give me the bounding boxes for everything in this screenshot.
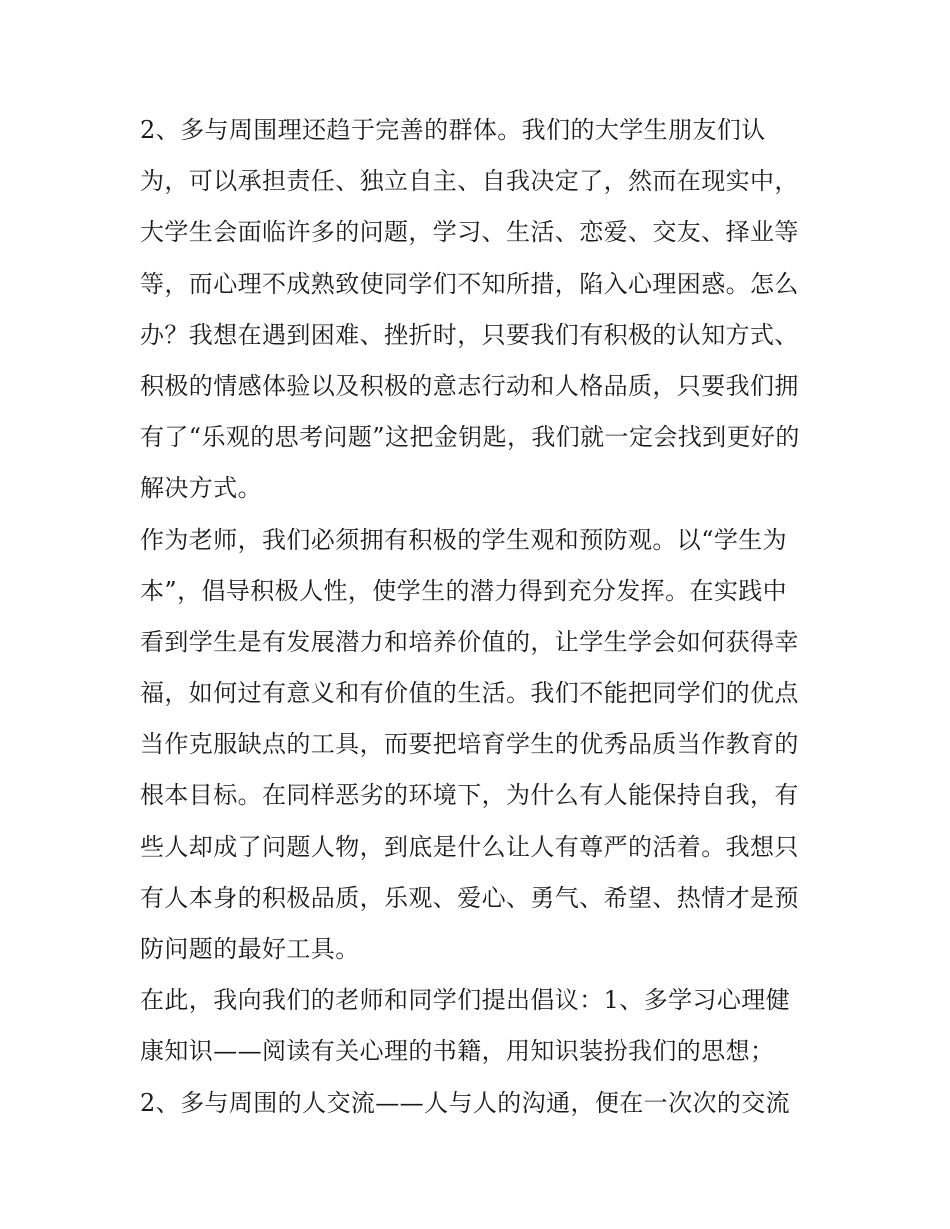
text-line: 有了“乐观的思考问题”这把金钥匙，我们就一定会找到更好的 xyxy=(140,423,800,452)
text-line: 积极的情感体验以及积极的意志行动和人格品质，只要我们拥 xyxy=(140,371,799,400)
text-line: 作为老师，我们必须拥有积极的学生观和预防观。以“学生为 xyxy=(140,525,788,554)
text-line: 解决方式。 xyxy=(140,474,262,503)
text-line: 康知识——阅读有关心理的书籍，用知识装扮我们的思想； xyxy=(140,1037,775,1066)
text-line: 2、多与周围的人交流——人与人的沟通，便在一次次的交流 xyxy=(140,1088,791,1117)
text-line: 等，而心理不成熟致使同学们不知所措，陷入心理困惑。怎么 xyxy=(140,269,799,298)
text-line: 有人本身的积极品质，乐观、爱心、勇气、希望、热情才是预 xyxy=(140,883,799,912)
text-line: 大学生会面临许多的问题，学习、生活、恋爱、交友、择业等 xyxy=(140,218,799,247)
text-line: 看到学生是有发展潜力和培养价值的，让学生学会如何获得幸 xyxy=(140,627,799,656)
text-line: 在此，我向我们的老师和同学们提出倡议：1、多学习心理健 xyxy=(140,986,791,1015)
text-line: 本”，倡导积极人性，使学生的潜力得到充分发挥。在实践中 xyxy=(140,576,788,605)
body-text xyxy=(140,105,820,1129)
text-line: 当作克服缺点的工具，而要把培育学生的优秀品质当作教育的 xyxy=(140,730,799,759)
text-line: 福，如何过有意义和有价值的生活。我们不能把同学们的优点 xyxy=(140,679,799,708)
text-line: 些人却成了问题人物，到底是什么让人有尊严的活着。我想只 xyxy=(140,832,799,861)
text-line: 为，可以承担责任、独立自主、自我决定了，然而在现实中， xyxy=(140,167,799,196)
text-line: 防问题的最好工具。 xyxy=(140,935,360,963)
text-line: 2、多与周围理还趋于完善的群体。我们的大学生朋友们认 xyxy=(140,116,766,144)
text-line: 根本目标。在同样恶劣的环境下，为什么有人能保持自我，有 xyxy=(140,781,799,810)
text-line: 办？我想在遇到困难、挫折时，只要我们有积极的认知方式、 xyxy=(140,320,799,349)
